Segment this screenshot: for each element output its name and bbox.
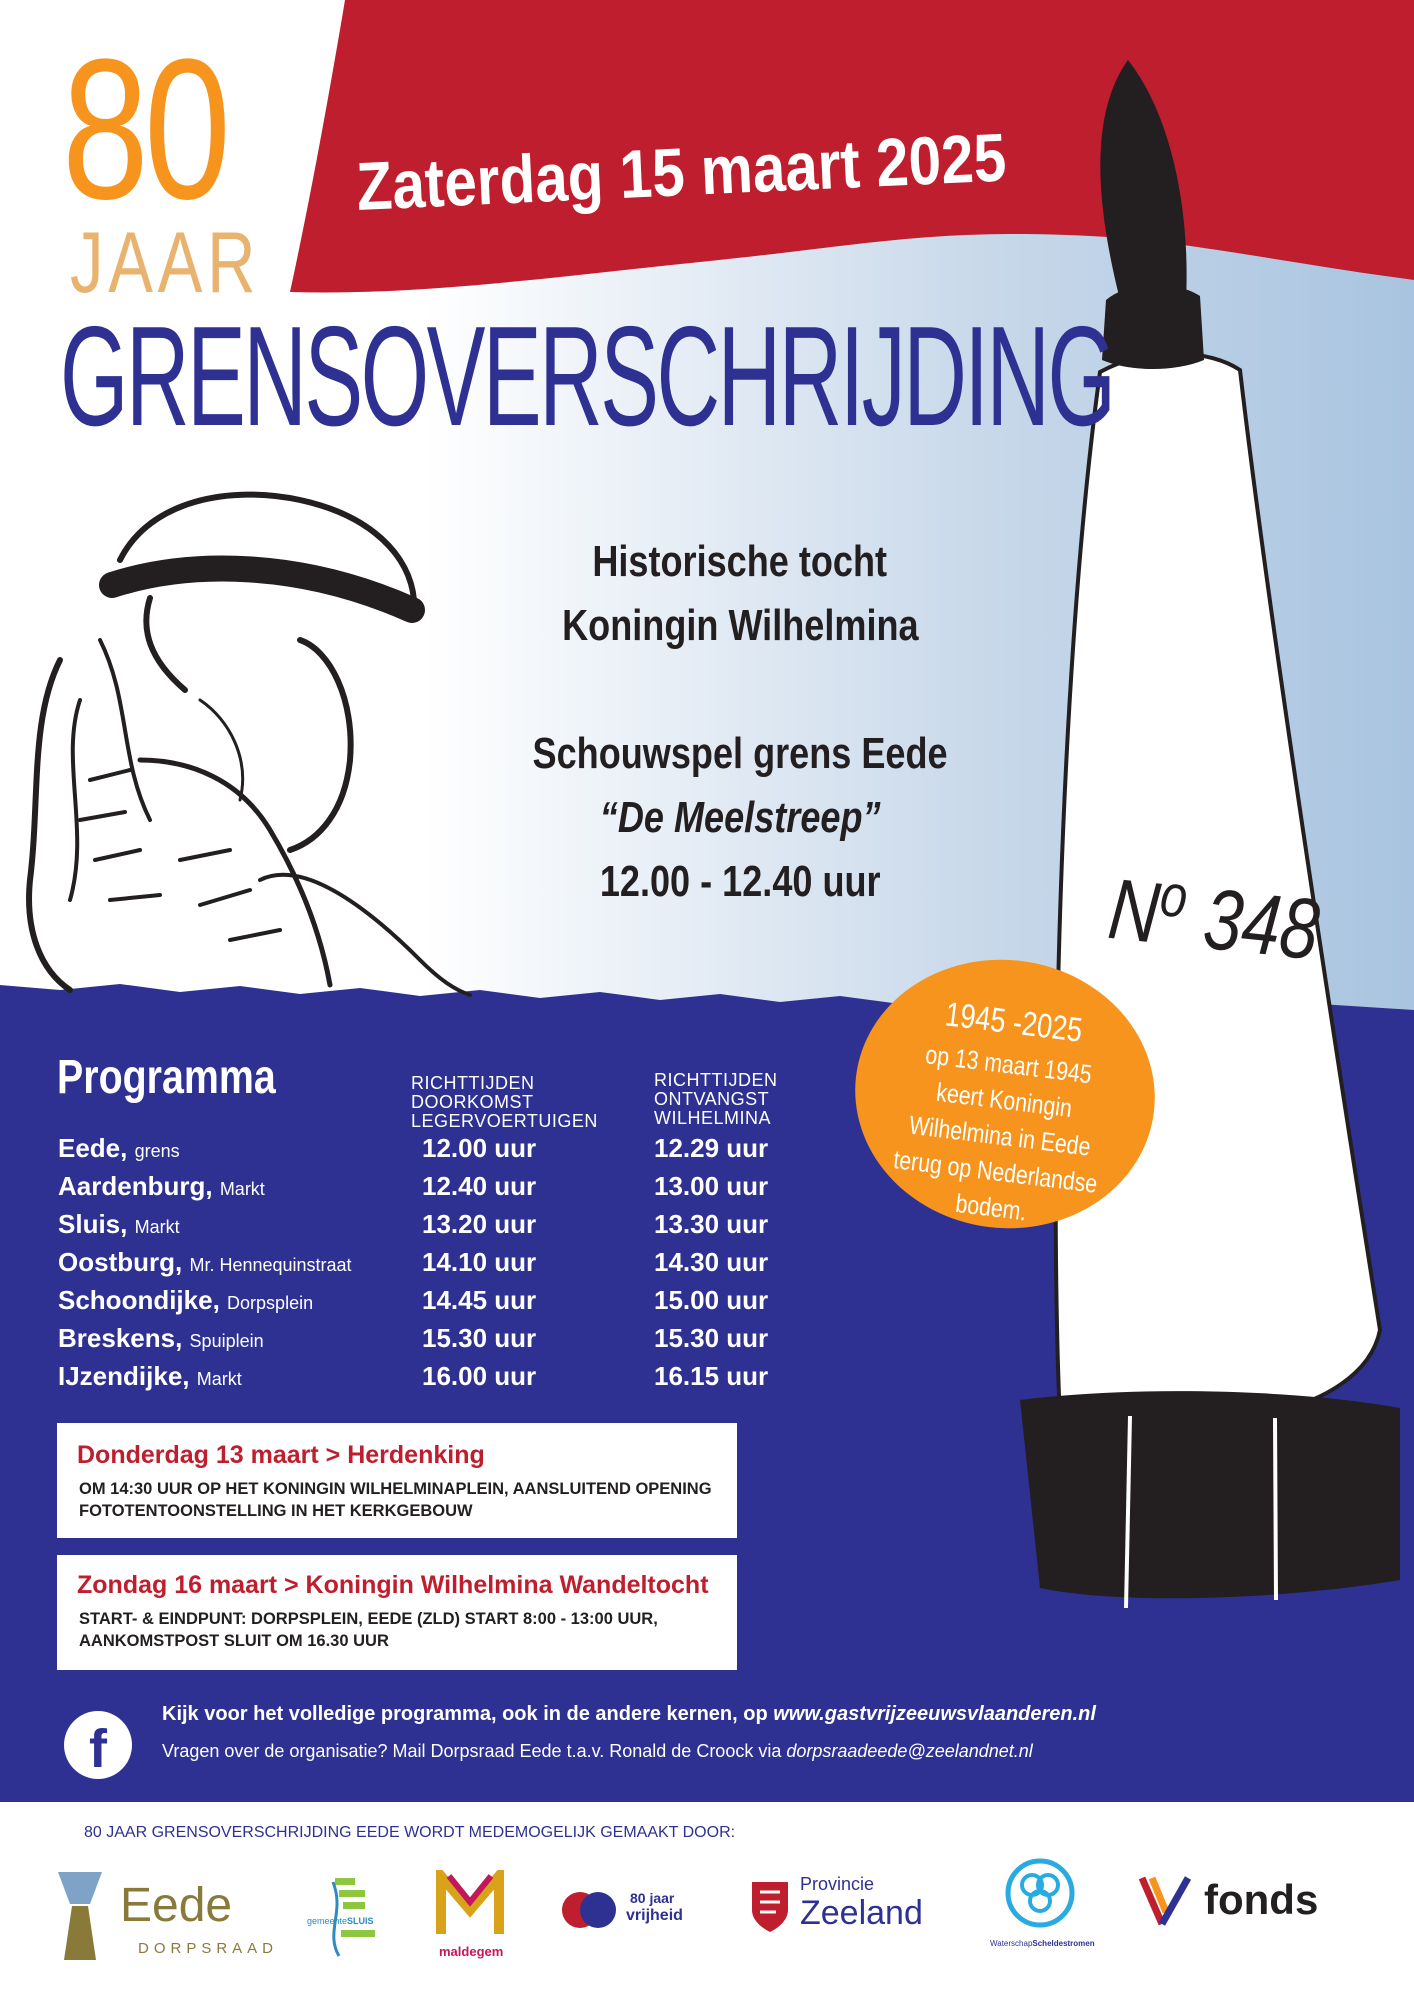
intro-line-4: “De Meelstreep”: [599, 793, 881, 842]
row-time-wilhelmina: 13.30 uur: [654, 1209, 769, 1239]
website-link[interactable]: www.gastvrijzeeuwsvlaanderen.nl: [773, 1703, 1096, 1725]
vrijheid-80: 80 jaar: [630, 1890, 675, 1906]
row-place: Sluis, Markt: [58, 1209, 180, 1239]
row-time-military: 14.45 uur: [422, 1285, 537, 1315]
waterschap-logo: [990, 1855, 1095, 1955]
event-title: GRENSOVERSCHRIJDING: [60, 297, 1114, 456]
sponsor-note: 80 JAAR GRENSOVERSCHRIJDING EEDE WORDT MEDEMOGELIJK GEMAAKT DOOR:: [84, 1824, 736, 1841]
row-time-wilhelmina: 15.30 uur: [654, 1323, 769, 1353]
email-link[interactable]: dorpsraadeede@zeelandnet.nl: [786, 1741, 1033, 1761]
event-title-wandeltocht: Zondag 16 maart > Koningin Wilhelmina Wandeltocht: [77, 1571, 709, 1599]
maldegem-logo: [435, 1870, 505, 1965]
table-row: [58, 1133, 798, 1171]
vrijheid-logo: [560, 1880, 700, 1940]
row-time-military: 14.10 uur: [422, 1247, 537, 1277]
row-time-military: 16.00 uur: [422, 1361, 537, 1391]
event-date: Zaterdag 15 maart 2025: [354, 119, 1008, 225]
badge-title: 1945 -2025: [943, 995, 1085, 1050]
queen-sketch: [29, 495, 470, 995]
intro-line-5: 12.00 - 12.40 uur: [599, 857, 881, 906]
column-header-military: RICHTTIJDEN DOORKOMST LEGERVOERTUIGEN: [411, 1073, 598, 1131]
row-time-wilhelmina: 15.00 uur: [654, 1285, 769, 1315]
gemeente-sluis-logo: [305, 1872, 385, 1962]
marker-number: [1104, 855, 1324, 980]
waterschap-icon: [1000, 1855, 1080, 1935]
marker-digits: 348: [1199, 870, 1324, 979]
vrijheid-word: vrijheid: [626, 1907, 683, 1924]
table-row: [58, 1209, 798, 1247]
event-box-herdenking: [57, 1423, 737, 1538]
table-row: [58, 1361, 798, 1399]
info-line-contact: Vragen over de organisatie? Mail Dorpsraad Eede t.a.v. Ronald de Croock via dorpsraadeede@zeelandnet.nl: [162, 1741, 1033, 1761]
eede-dorpsraad-logo: [50, 1868, 290, 1968]
row-place: IJzendijke, Markt: [58, 1361, 242, 1391]
show-block: [470, 722, 1010, 914]
vfonds-icon: [1138, 1872, 1198, 1928]
table-row: [58, 1247, 798, 1285]
info-line-website: Kijk voor het volledige programma, ook in de andere kernen, op www.gastvrijzeeuwsvlaanderen.nl: [162, 1703, 1096, 1725]
row-time-wilhelmina: 13.00 uur: [654, 1171, 769, 1201]
intro-line-1: Historische tocht: [592, 537, 888, 586]
row-time-military: 13.20 uur: [422, 1209, 537, 1239]
anniversary-number: 80: [62, 18, 227, 241]
event-title-herdenking: Donderdag 13 maart > Herdenking: [77, 1441, 485, 1469]
row-place: Breskens, Spuiplein: [58, 1323, 264, 1353]
row-time-military: 15.30 uur: [422, 1323, 537, 1353]
vfonds-logo: [1138, 1872, 1338, 1932]
sluis-text: gemeenteSLUIS: [307, 1916, 374, 1926]
table-row: [58, 1285, 798, 1323]
row-time-military: 12.40 uur: [422, 1171, 537, 1201]
vrijheid-icon: [560, 1880, 620, 1940]
column-header-wilhelmina: RICHTTIJDEN ONTVANGST WILHELMINA: [654, 1070, 778, 1128]
vfonds-name: fonds: [1204, 1876, 1319, 1923]
facebook-icon[interactable]: f: [64, 1711, 132, 1779]
intro-line-3: Schouwspel grens Eede: [532, 729, 948, 778]
zeeland-name: Zeeland: [800, 1894, 923, 1932]
border-post-icon: [50, 1868, 110, 1968]
marker-prefix: N: [1104, 860, 1164, 962]
event-body-wandeltocht: START- & EINDPUNT: DORPSPLEIN, EEDE (ZLD) START 8:00 - 13:00 UUR, AANKOMSTPOST SLUIT OM 16.30 UUR: [79, 1610, 658, 1650]
provincie-zeeland-logo: [748, 1872, 948, 1942]
intro-block: [470, 530, 1010, 658]
waterschap-text: WaterschapScheldestromen: [990, 1939, 1095, 1948]
maldegem-icon: [435, 1870, 505, 1940]
programma-title: Programma: [57, 1051, 276, 1104]
event-box-wandeltocht: [57, 1555, 737, 1670]
zeeland-prov: Provincie: [800, 1874, 875, 1894]
intro-line-2: Koningin Wilhelmina: [561, 601, 919, 650]
zeeland-lion-icon: [748, 1876, 792, 1936]
anniversary-years-word: JAAR: [70, 215, 261, 311]
table-row: [58, 1171, 798, 1209]
border-post-base: [1020, 1391, 1400, 1598]
row-time-wilhelmina: 12.29 uur: [654, 1133, 769, 1163]
row-place: Oostburg, Mr. Hennequinstraat: [58, 1247, 352, 1277]
maldegem-name: maldegem: [439, 1944, 504, 1959]
row-time-wilhelmina: 16.15 uur: [654, 1361, 769, 1391]
table-row: [58, 1323, 798, 1361]
row-time-military: 12.00 uur: [422, 1133, 537, 1163]
row-place: Eede, grens: [58, 1133, 180, 1163]
eede-sub: DORPSRAAD: [138, 1940, 279, 1957]
eede-name: Eede: [120, 1879, 233, 1932]
row-time-wilhelmina: 14.30 uur: [654, 1247, 769, 1277]
programma-table: [58, 1133, 798, 1399]
event-body-herdenking: OM 14:30 UUR OP HET KONINGIN WILHELMINAPLEIN, AANSLUITEND OPENING FOTOTENTOONSTELLING IN HET KERKGEBOUW: [79, 1480, 712, 1520]
marker-sup: o: [1157, 861, 1191, 931]
badge-body: op 13 maart 1945 keert Koningin Wilhelmina in Eede terug op Nederlandse bodem.: [891, 1039, 1100, 1227]
row-place: Schoondijke, Dorpsplein: [58, 1285, 314, 1315]
row-place: Aardenburg, Markt: [58, 1171, 265, 1201]
